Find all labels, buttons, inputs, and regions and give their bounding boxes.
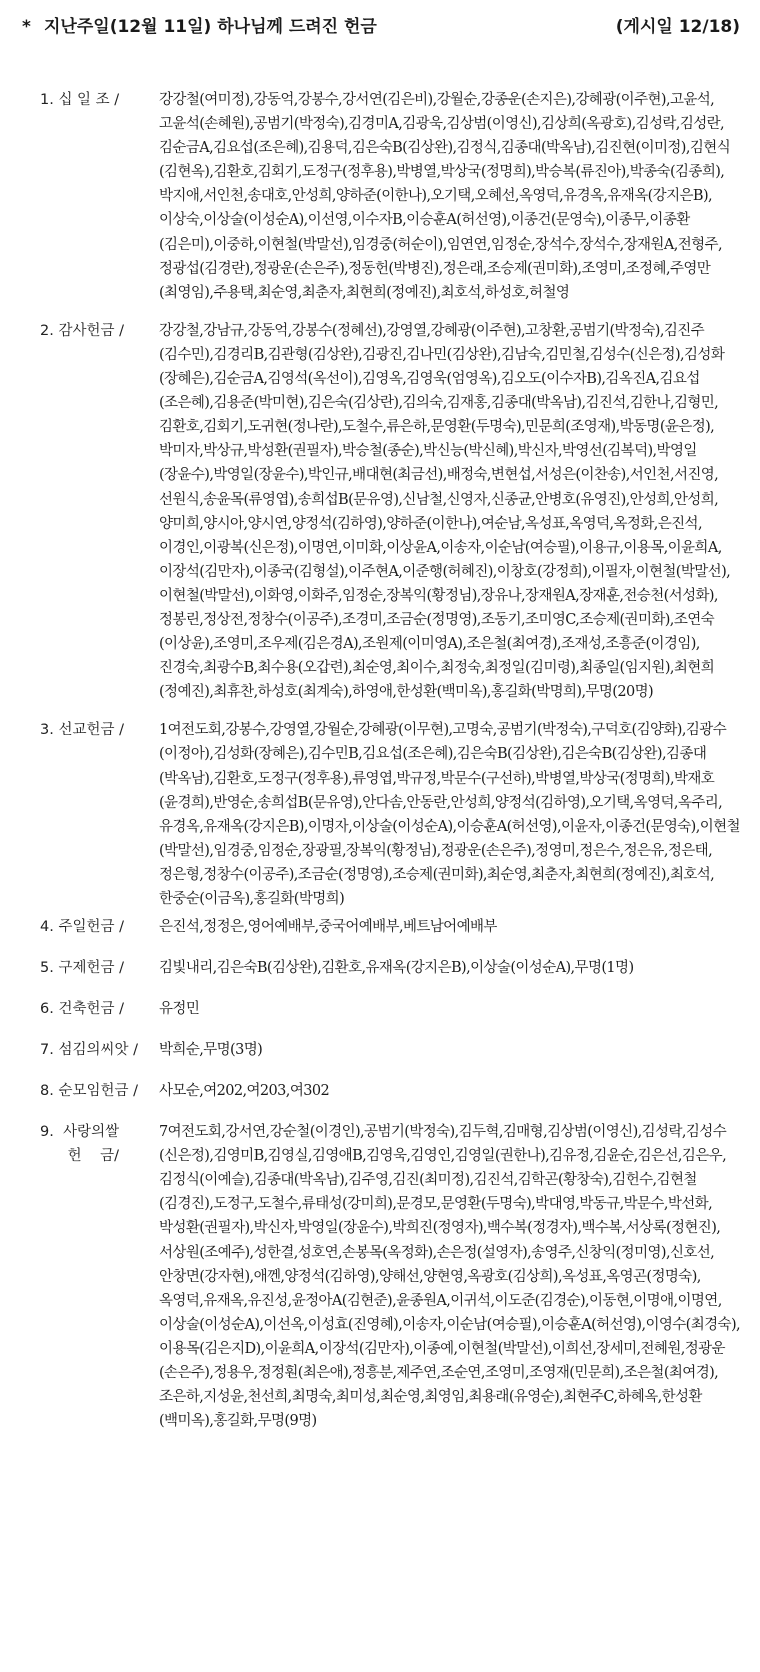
section-label: 6. 건축헌금 / [40, 1001, 124, 1018]
section-mission [0, 718, 760, 911]
notice-title: 지난주일(12월 11일) 하나님께 드려진 헌금 [44, 17, 377, 37]
section-label: 5. 구제헌금 / [40, 960, 124, 977]
section-label: 2. 감사헌금 / [40, 322, 124, 339]
section-serving-seed [0, 1038, 760, 1069]
section-names: 7여전도회,강서연,강순철(이경인),공범기(박정숙),김두혁,김매형,김상범(이영신),김성락,김성수(신은정),김영미B,김영실,김영애B,김영욱,김영인,김영일(권한나),김유정,김윤순,김은선,김은우,김정식(이예슬),김종대(박옥남),김주영,김진(최미정),김진석,김학곤(황창숙),김헌수,김현철(김경진),도정구,도철수,류태성(강미희),문경모,문영환(두명숙),박대영,박동규,박문수,박선화,박성환(권필자),박신자,박영일(장윤수),박희진(정영자),백수복(정경자),백수복,서상록(정현진),서상원(조예주),성한결,성호연,손봉목(옥정화),손은정(설영자),송영주,신창익(정미영),신호선,안창면(강자현),애껜,양정석(김하영),양해선,양현영,옥광호(김상희),옥성표,옥영곤(정명숙),옥영덕,유재옥,유진성,윤정아A(김현준),윤종원A,이귀석,이도준(김경순),이동현,이명애,이명연,이상술(이성순A),이선옥,이성효(진영혜),이송자,이순남(여승필),이승훈A(허선영),이영수(최경숙),이용목(김은지D),이윤희A,이장석(김만자),이종예,이현철(박말선),이희선,장세미,전혜원,정광운(손은주),정용우,정정훤(최은애),정흥분,제주연,조순연,조영미,조영재(민문희),조은철(최여경),조은하,지성윤,천선희,최명숙,최미성,최순영,최영임,최용래(유영순),최현주C,하혜옥,한성환(백미옥),홍길화,무명(9명) [159, 1124, 741, 1430]
section-love-rice [0, 1120, 760, 1433]
section-names: 박희순,무명(3명) [159, 1042, 263, 1059]
section-thanksgiving [0, 319, 760, 705]
section-label: 7. 섬김의씨앗 / [40, 1042, 138, 1059]
section-cell-group [0, 1079, 760, 1110]
section-sunday [0, 915, 760, 946]
section-names: 강강철,강남규,강동억,강봉수(정혜선),강영열,강혜광(이주현),고창환,공범기(박정숙),김진주(김수민),김경리B,김관형(김상완),김광진,김나민(김상완),김남숙,김민철,김성수(신은정),김성화(장혜은),김순금A,김영석(옥선이),김영옥,김영욱(엄영옥),김오도(이수자B),김옥진A,김요섭(조은혜),김용준(박미현),김은숙(김상란),김의숙,김재홍,김종대(박옥남),김진석,김한나,김형민,김환호,김회기,도귀현(정나란),도철수,류은하,문영환(두명숙),민문희(조영재),박동명(윤은정),박미자,박상규,박성환(권필자),박승철(종순),박신능(박신혜),박신자,박영선(김복덕),박영일(장윤수),박영일(장윤수),박인규,배대현(최금선),배정숙,변현섭,서성은(이찬송),서인천,서진영,선원식,송윤목(류영엽),송희섭B(문유영),신남철,신영자,신종균,안병호(유영진),안성희,안성희,양미희,양시아,양시연,양정석(김하영),양하준(이한나),여순남,옥성표,옥영덕,옥정화,은진석,이경인,이광복(신은정),이명연,이미화,이상윤A,이송자,이순남(여승필),이용규,이용목,이윤희A,이장석(김만자),이종국(김형설),이주현A,이준행(허혜진),이창호(강정희),이필자,이현철(박말선),이현철(박말선),이화영,이화주,임정순,장복익(황정님),장유나,장재원A,장재훈,전승천(서성화),정봉린,정상전,정창수(이공주),조경미,조금순(정명영),조동기,조미영C,조승제(권미화),조연숙(이상윤),조영미,조우제(김은경A),조원제(이미영A),조은철(최여경),조재성,조흥준(이경임),진경숙,최광수B,최수용(오갑련),최순영,최이수,최정숙,최정일(김미령),최종일(임지원),최현희(정예진),최휴찬,하성호(최계숙),하영애,한성환(백미옥),홍길화(박명희),무명(20명) [159, 322, 731, 701]
section-label: 8. 순모임헌금 / [40, 1083, 138, 1100]
section-building [0, 997, 760, 1028]
section-names: 강강철(여미정),강동억,강봉수,강서연(김은비),강월순,강종운(손지은),강혜광(이주현),고윤석,고윤석(손혜원),공범기(박정숙),김경미A,김광욱,김상범(이영신),김상희(옥광호),김성락,김성란,김순금A,김요섭(조은혜),김용덕,김은숙B(김상완),김정식,김종대(박옥남),김진현(이미정),김현식(김현옥),김환호,김회기,도정구(정후용),박병열,박상국(정명희),박승복(류진아),박종숙(김종희),박지애,서인천,송대호,안성희,양하준(이한나),오기택,오혜선,옥영덕,유경옥,유재옥(강지은B),이상숙,이상술(이성순A),이선영,이수자B,이승훈A(허선영),이종건(문영숙),이종무,이종환(김은미),이중하,이현철(박말선),임경중(허순이),임연연,임정순,장석수,장석수,장재원A,전형주,정광섭(김경란),정광운(손은주),정동헌(박병진),정은래,조승제(권미화),조영미,조정혜,주영만(최영임),주용택,최순영,최춘자,최현희(정예진),최호석,하성호,허철영 [159, 92, 731, 301]
section-names: 사모순,여202,여203,여302 [159, 1083, 330, 1100]
offering-sections [0, 88, 760, 1433]
section-names: 김빛내리,김은숙B(김상완),김환호,유재옥(강지은B),이상술(이성순A),무명(1명) [159, 960, 634, 977]
bullet-star: * [22, 17, 31, 37]
section-label: 4. 주일헌금 / [40, 919, 124, 936]
section-label: 9. 사랑의쌀 헌 금/ [40, 1124, 120, 1165]
section-names: 은진석,정정은,영어예배부,중국어예배부,베트남어예배부 [159, 919, 497, 936]
section-label: 3. 선교헌금 / [40, 722, 124, 739]
section-names: 1여전도회,강봉수,강영열,강월순,강혜광(이무현),고명숙,공범기(박정숙),구덕호(김양화),김광수(이정아),김성화(장혜은),김수민B,김요섭(조은혜),김은숙B(김상완),김은숙B(김상완),김종대(박옥남),김환호,도정구(정후용),류영엽,박규정,박문수(구선하),박병열,박상국(정명희),박재호(윤경희),반영순,송희섭B(문유영),안다솜,안동란,안성희,양정석(김하영),오기택,옥영덕,옥주리,유경옥,유재옥(강지은B),이명자,이상술(이성순A),이승훈A(허선영),이윤자,이종건(문영숙),이현철(박말선),임경중,임정순,장광필,장복익(황정님),정광운(손은주),정영미,정은수,정은유,정은태,정은형,정창수(이공주),조금순(정명영),조승제(권미화),최순영,최춘자,최현희(정예진),최호석,한중순(이금옥),홍길화(박명희) [159, 722, 740, 907]
section-label: 1. 십 일 조 / [40, 92, 120, 108]
section-names: 유정민 [159, 1001, 200, 1018]
section-relief [0, 956, 760, 987]
notice-header [22, 12, 740, 42]
section-tithe [0, 88, 760, 305]
posted-date: (게시일 12/18) [615, 17, 740, 37]
